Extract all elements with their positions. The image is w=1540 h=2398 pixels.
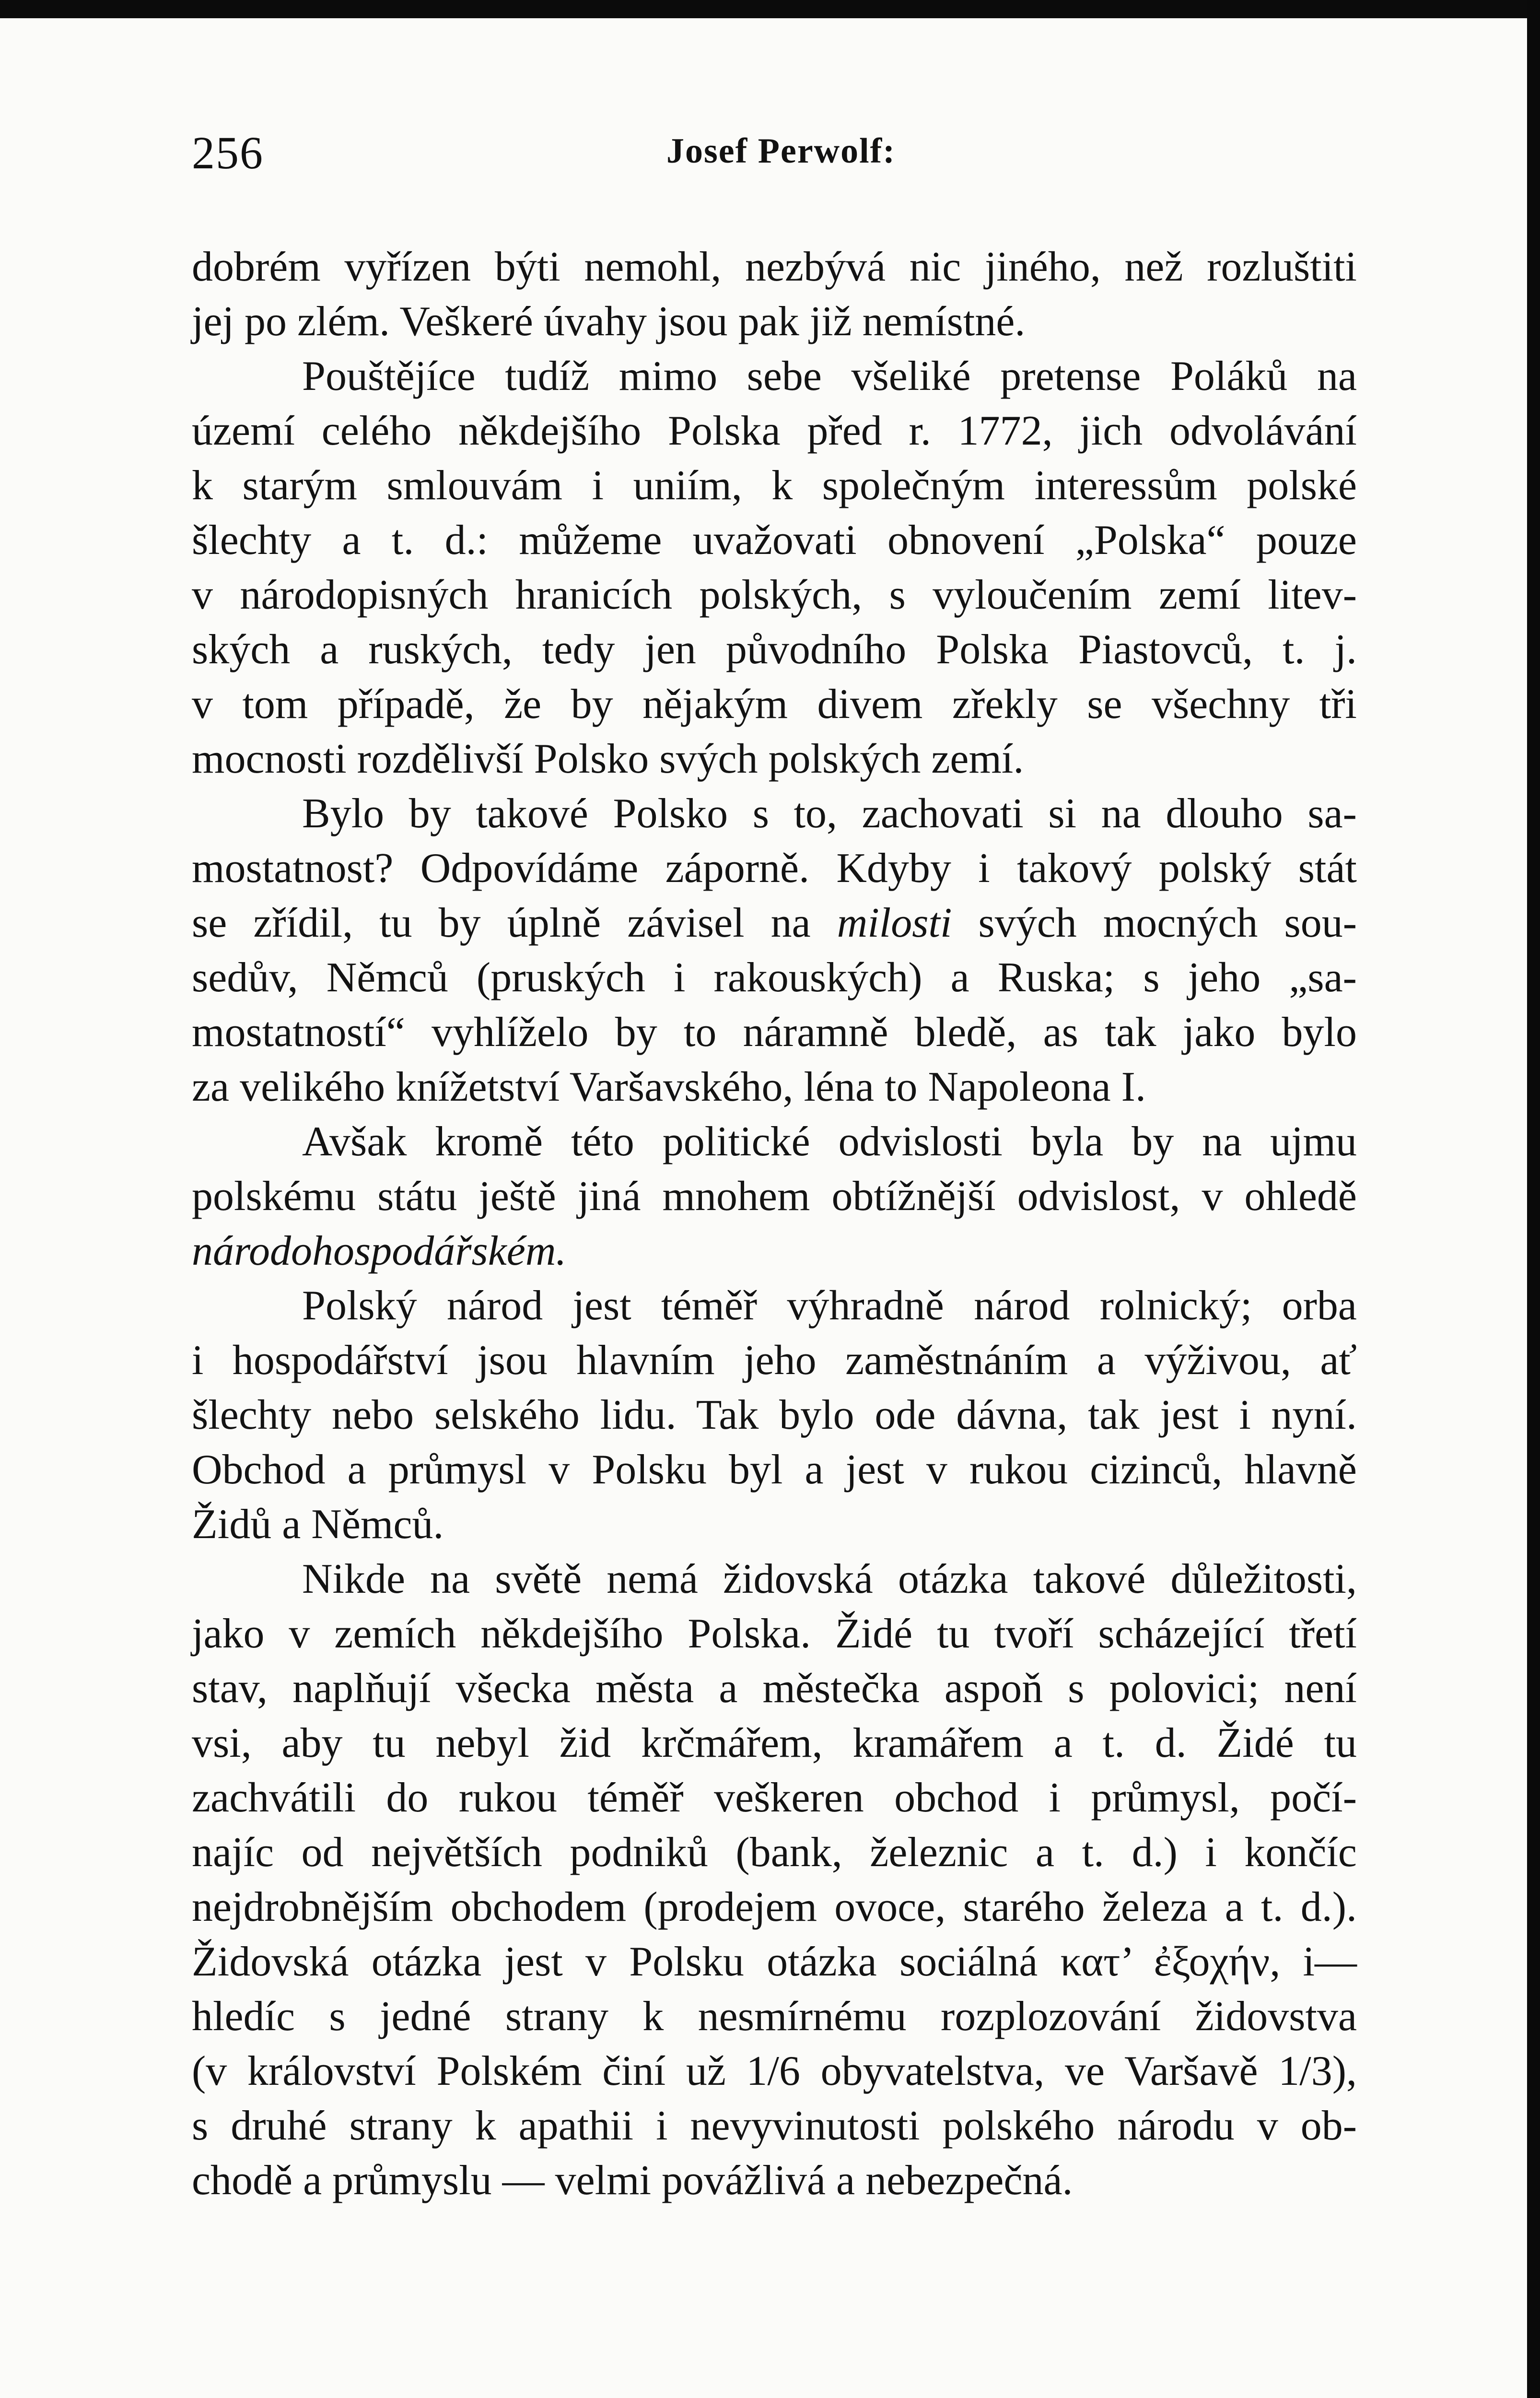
text-line: i hospodářství jsou hlavním jeho zaměstnáním a výživou, ať xyxy=(192,1337,1357,1384)
text-line: dobrém vyřízen býti nemohl, nezbývá nic jiného, než rozluštiti xyxy=(192,244,1357,290)
text-line: s druhé strany k apathii i nevyvinutosti polského národu v ob- xyxy=(192,2103,1357,2149)
text-line: jako v zemích někdejšího Polska. Židé tu tvoří scházející třetí xyxy=(192,1610,1357,1657)
text-line: šlechty a t. d.: můžeme uvažovati obnovení „Polska“ pouze xyxy=(192,517,1357,564)
text-line: sedův, Němců (pruských i rakouských) a Ruska; s jeho „sa- xyxy=(192,954,1357,1001)
text-line: mostatností“ vyhlíželo by to náramně bledě, as tak jako bylo xyxy=(192,1009,1357,1056)
text-fragment: se zřídil, tu by úplně závisel na xyxy=(192,900,837,946)
text-line: jej po zlém. Veškeré úvahy jsou pak již nemístné. xyxy=(192,298,1026,345)
text-line: mocnosti rozdělivší Polsko svých polských zemí. xyxy=(192,736,1024,782)
text-line: stav, naplňují všecka města a městečka aspoň s polovici; není xyxy=(192,1665,1357,1712)
running-title: Josef Perwolf: xyxy=(666,131,896,171)
text-line: k starým smlouvám i uniím, k společným interessům polské xyxy=(192,462,1357,509)
page-header xyxy=(0,126,1527,188)
text-line: chodě a průmyslu — velmi povážlivá a nebezpečná. xyxy=(192,2157,1073,2204)
page-number: 256 xyxy=(192,127,264,178)
text-line: mostatnost? Odpovídáme záporně. Kdyby i takový polský stát xyxy=(192,845,1357,892)
text-line: Židů a Němců. xyxy=(192,1501,444,1548)
text-line: (v království Polském činí už 1/6 obyvatelstva, ve Varšavě 1/3), xyxy=(192,2048,1357,2094)
text-line: ských a ruských, tedy jen původního Polska Piastovců, t. j. xyxy=(192,626,1357,673)
text-line: národohospodářském. xyxy=(192,1228,567,1274)
text-line: Židovská otázka jest v Polsku otázka sociálná κατ’ ἐξοχήν, i— xyxy=(192,1939,1357,1985)
text-line: Pouštějíce tudíž mimo sebe všeliké pretense Poláků na xyxy=(302,353,1357,400)
text-line: Nikde na světě nemá židovská otázka takové důležitosti, xyxy=(302,1556,1357,1602)
text-line: polskému státu ještě jiná mnohem obtížnější odvislost, v ohledě xyxy=(192,1173,1357,1220)
scan-top-border xyxy=(0,0,1540,18)
italic-word: milosti xyxy=(837,900,952,946)
text-line: nejdrobnějším obchodem (prodejem ovoce, starého železa a t. d.). xyxy=(192,1884,1357,1930)
body-text xyxy=(192,240,1357,2208)
text-line: Bylo by takové Polsko s to, zachovati si na dlouho sa- xyxy=(302,790,1357,837)
text-line: za velikého knížetství Varšavského, léna to Napoleona I. xyxy=(192,1064,1146,1110)
text-line: najíc od největších podniků (bank, železnic a t. d.) i končíc xyxy=(192,1829,1357,1876)
text-line: šlechty nebo selského lidu. Tak bylo ode dávna, tak jest i nyní. xyxy=(192,1392,1357,1438)
text-line: Obchod a průmysl v Polsku byl a jest v rukou cizinců, hlavně xyxy=(192,1446,1357,1493)
text-line: území celého někdejšího Polska před r. 1772, jich odvolávání xyxy=(192,408,1357,454)
text-line: hledíc s jedné strany k nesmírnému rozplozování židovstva xyxy=(192,1993,1357,2040)
book-page xyxy=(0,18,1527,2398)
text-line: v národopisných hranicích polských, s vyloučením zemí litev- xyxy=(192,572,1357,618)
scan-right-border xyxy=(1527,0,1540,2398)
text-line-with-italic xyxy=(192,896,1357,951)
text-fragment: svých mocných sou- xyxy=(952,900,1357,946)
text-line: vsi, aby tu nebyl žid krčmářem, kramářem a t. d. Židé tu xyxy=(192,1720,1357,1766)
text-line: v tom případě, že by nějakým divem zřekly se všechny tři xyxy=(192,681,1357,728)
text-line: zachvátili do rukou téměř veškeren obchod i průmysl, počí- xyxy=(192,1775,1357,1821)
text-line: Polský národ jest téměř výhradně národ rolnický; orba xyxy=(302,1282,1357,1329)
text-line: Avšak kromě této politické odvislosti byla by na ujmu xyxy=(302,1118,1357,1165)
